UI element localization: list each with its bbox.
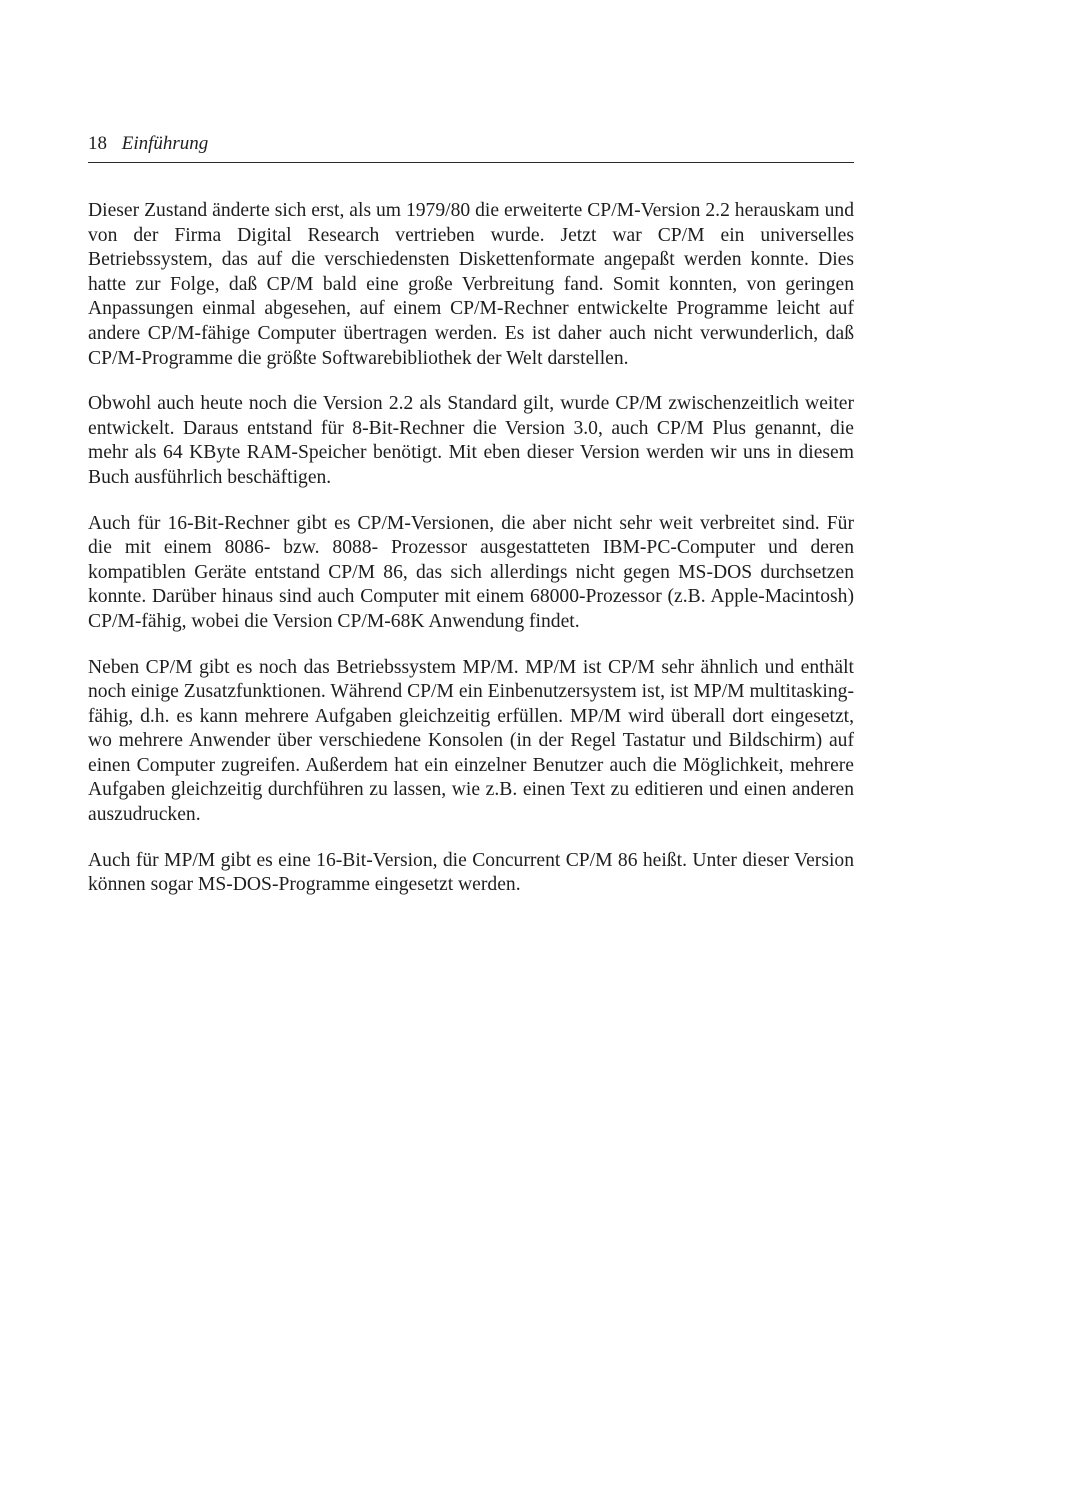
running-title: Einführung [121,133,209,154]
paragraph-cpm-plus: Obwohl auch heute noch die Version 2.2 als Standard gilt, wurde CP/M zwischenzeitlich weiter entwickelt. Daraus entstand für 8-Bit-Rechner die Version 3.0, auch CP/M Plus genannt, die mehr als 64 KByte RAM-Speicher benötigt. Mit eben dieser Version werden wir uns in diesem Buch ausführlich beschäftigen. [88,393,854,488]
paragraph-concurrent-cpm: Auch für MP/M gibt es eine 16-Bit-Version, die Concurrent CP/M 86 heißt. Unter dieser Version können sogar MS-DOS-Programme eingesetzt werden. [88,849,854,896]
paragraph-mpm: Neben CP/M gibt es noch das Betriebssystem MP/M. MP/M ist CP/M sehr ähnlich und enthält noch einige Zusatzfunktionen. Während CP/M ein Einbenutzersystem ist, ist MP/M multitasking-fähig, d.h. es kann mehrere Aufgaben gleichzeitig erfüllen. MP/M wird überall dort eingesetzt, wo mehrere Anwender über verschiedene Konsolen (in der Regel Tastatur und Bildschirm) auf einen Computer zugreifen. Außerdem hat ein einzelner Benutzer auch die Möglichkeit, mehrere Aufgaben gleichzeitig durchführen zu lassen, wie z.B. einen Text zu editieren und einen anderen auszudrucken. [88,656,854,826]
paragraph-cpm-version-2-2: Dieser Zustand änderte sich erst, als um 1979/80 die erweiterte CP/M-Version 2.2 herauskam und von der Firma Digital Research vertrieben wurde. Jetzt war CP/M ein universelles Betriebssystem, das auf die verschiedensten Diskettenformate angepaßt werden konnte. Dies hatte zur Folge, daß CP/M bald eine große Verbreitung fand. Somit konnten, von geringen Anpassungen einmal abgesehen, auf einem CP/M-Rechner entwickelte Programme leicht auf andere CP/M-fähige Computer übertragen werden. Es ist daher auch nicht verwunderlich, daß CP/M-Programme die größte Softwarebibliothek der Welt darstellen. [88,200,854,369]
paragraph-16-bit-cpm: Auch für 16-Bit-Rechner gibt es CP/M-Versionen, die aber nicht sehr weit verbreitet sind. Für die mit einem 8086- bzw. 8088- Prozessor ausgestatteten IBM-PC-Computer und deren kompatiblen Geräte entstand CP/M 86, das sich allerdings nicht gegen MS-DOS durchsetzen konnte. Darüber hinaus sind auch Computer mit einem 68000-Prozessor (z.B. Apple-Macintosh) CP/M-fähig, wobei die Version CP/M-68K Anwendung findet. [88,512,854,632]
page-header [88,131,854,161]
body-text [88,199,854,919]
header-rule [88,162,854,163]
page-number: 18 [88,133,107,154]
